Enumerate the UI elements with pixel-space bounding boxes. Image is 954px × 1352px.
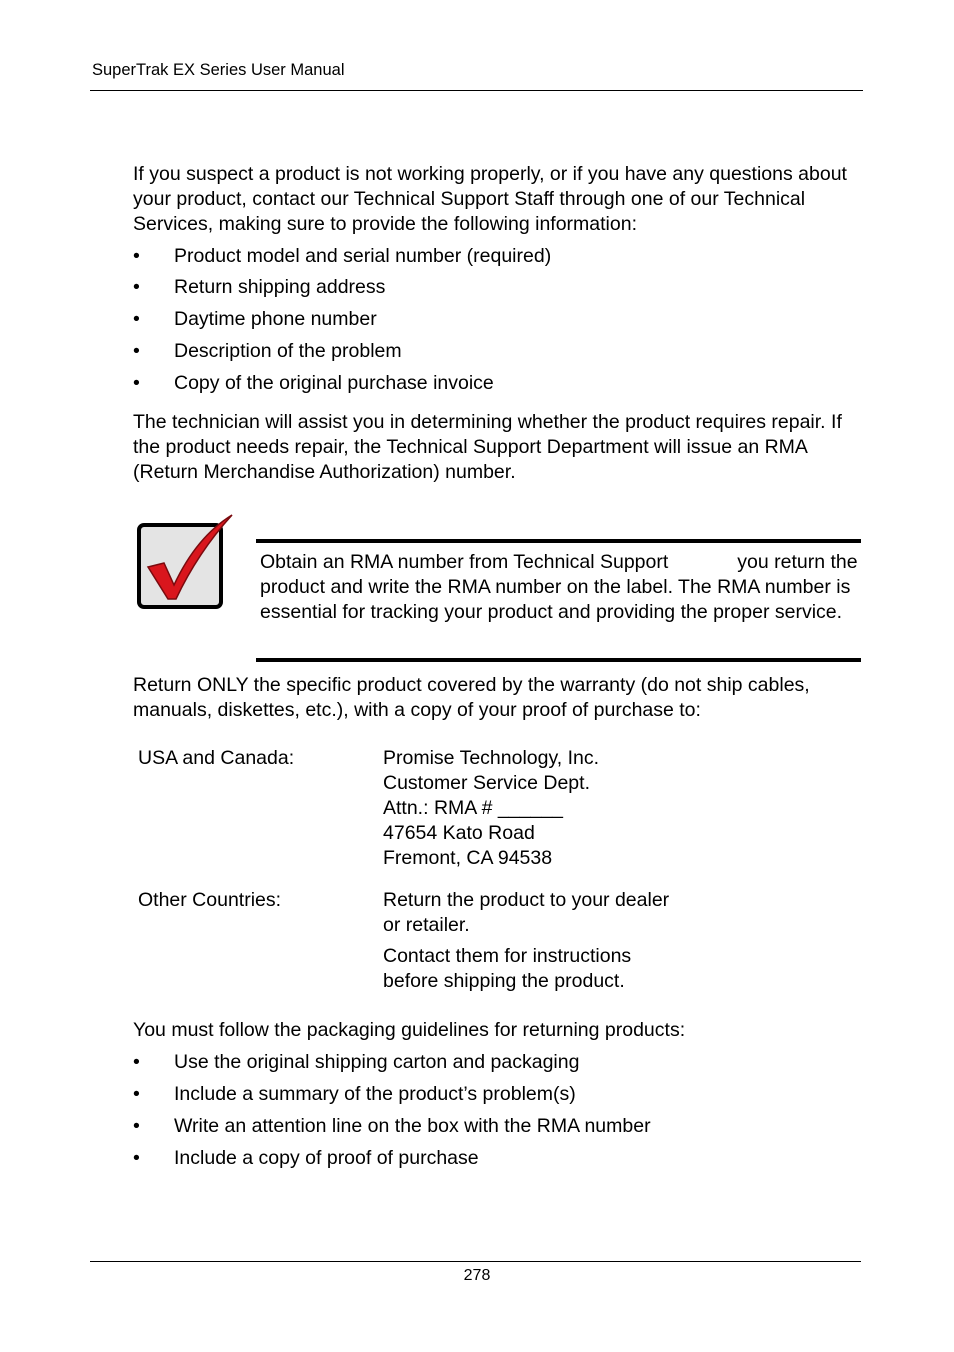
bullet-marker: • xyxy=(133,1115,140,1137)
bullet-marker: • xyxy=(133,276,140,298)
header-rule xyxy=(90,90,863,91)
usa-address: Promise Technology, Inc. Customer Service Dept. Attn.: RMA # ______ 47654 Kato Road Fremont, CA 94538 xyxy=(383,747,600,869)
intro-paragraph: If you suspect a product is not working properly, or if you have any questions about your product, contact our Technical Support Staff through one of our Technical Services, making sure to provide the following information: xyxy=(133,163,847,235)
bullet-marker: • xyxy=(133,245,140,267)
bullet-marker: • xyxy=(133,308,140,330)
return-paragraph: Return ONLY the specific product covered by the warranty (do not ship cables, manuals, diskettes, etc.), with a copy of your proof of purchase to: xyxy=(133,674,810,721)
other-countries-label: Other Countries: xyxy=(138,889,282,911)
other-countries-text: Return the product to your dealer or retailer. Contact them for instructions before shipping the product. xyxy=(383,889,670,992)
bullet-marker: • xyxy=(133,1051,140,1073)
usa-label: USA and Canada: xyxy=(138,747,295,769)
footer-rule xyxy=(90,1261,861,1262)
checkmark-icon xyxy=(136,513,236,618)
bullet-marker: • xyxy=(133,1147,140,1169)
note-text: Obtain an RMA number from Technical Support you return the product and write the RMA number on the label. The RMA number is essential for tracking your product and providing the proper service. xyxy=(260,551,858,623)
bullet-marker: • xyxy=(133,340,140,362)
technician-paragraph: The technician will assist you in determining whether the product requires repair. If the product needs repair, the Technical Support Department will issue an RMA (Return Merchandise Authorization) number. xyxy=(133,411,842,483)
note-bottom-rule xyxy=(256,658,861,662)
note-top-rule xyxy=(256,539,861,543)
bullet-marker: • xyxy=(133,372,140,394)
page-number: 278 xyxy=(463,1267,491,1284)
packaging-paragraph: You must follow the packaging guidelines for returning products: xyxy=(133,1019,686,1041)
running-header: SuperTrak EX Series User Manual xyxy=(92,61,345,79)
bullet-marker: • xyxy=(133,1083,140,1105)
